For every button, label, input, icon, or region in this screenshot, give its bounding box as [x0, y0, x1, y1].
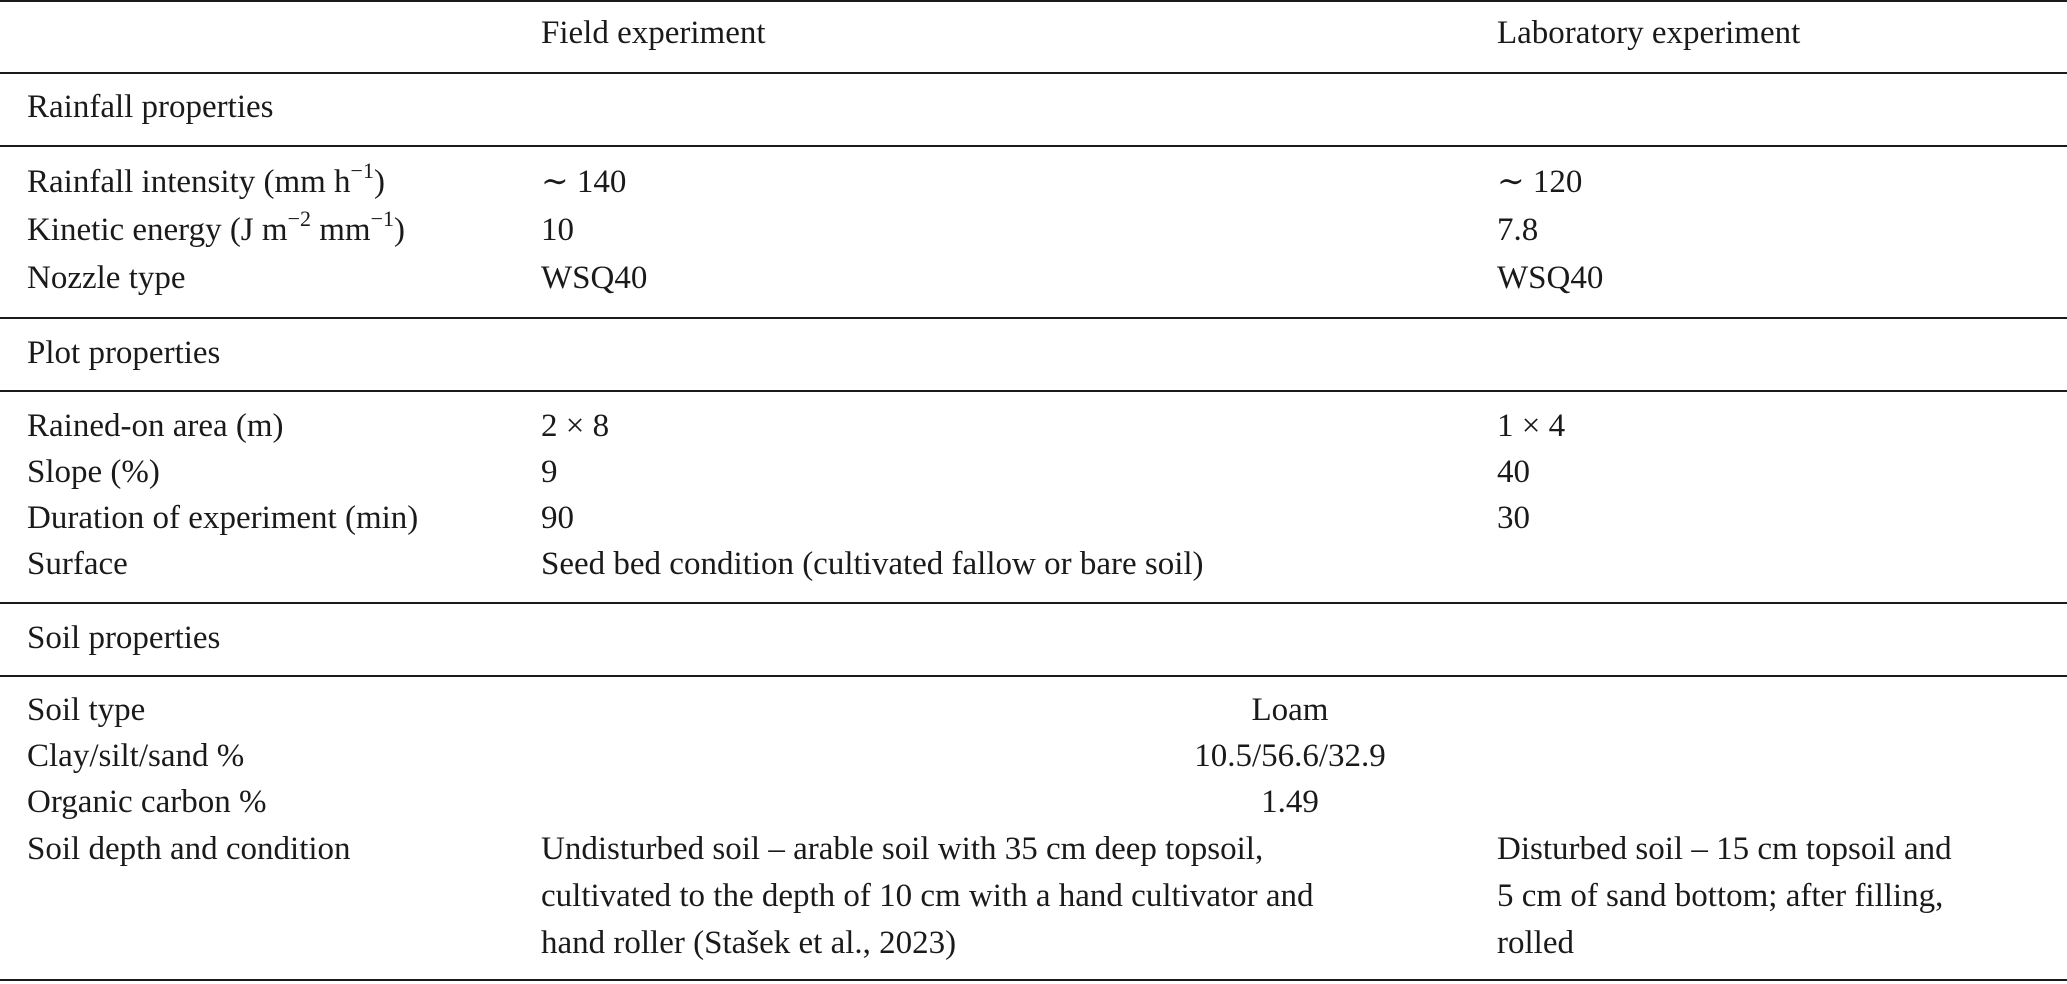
field-soil-depth-line-3: hand roller (Stašek et al., 2023): [541, 925, 957, 961]
field-rainfall-intensity: ∼ 140: [541, 164, 627, 200]
section-title-rainfall: Rainfall properties: [27, 89, 274, 125]
row-label-rained-on-area: Rained-on area (m): [27, 408, 284, 444]
row-label-kinetic-energy: Kinetic energy (J $m^{-2}$ $mm^{-1}$): [27, 206, 406, 248]
field-duration: 90: [541, 500, 574, 536]
section-rule-rainfall: [0, 145, 2067, 147]
shared-organic-carbon: 1.49: [1261, 784, 1319, 820]
lab-soil-depth-line-2: 5 cm of sand bottom; after filling,: [1497, 878, 1944, 914]
row-label-surface: Surface: [27, 546, 128, 582]
field-kinetic-energy: 10: [541, 212, 574, 248]
section-title-plot: Plot properties: [27, 335, 221, 371]
row-label-clay-silt-sand: Clay/silt/sand %: [27, 738, 245, 774]
lab-soil-depth-line-3: rolled: [1497, 925, 1574, 961]
section-title-soil: Soil properties: [27, 620, 221, 656]
lab-kinetic-energy: 7.8: [1497, 212, 1539, 248]
lab-rained-on-area: 1 × 4: [1497, 408, 1566, 444]
field-surface: Seed bed condition (cultivated fallow or bare soil): [541, 546, 1204, 582]
row-label-duration: Duration of experiment (min): [27, 500, 419, 536]
row-label-nozzle-type: Nozzle type: [27, 260, 186, 296]
lab-rainfall-intensity: ∼ 120: [1497, 164, 1583, 200]
shared-soil-type: Loam: [1251, 692, 1329, 728]
section-rule-plot: [0, 390, 2067, 392]
header-rule: [0, 72, 2067, 74]
lab-soil-depth-line-1: Disturbed soil – 15 cm topsoil and: [1497, 831, 1952, 867]
row-label-soil-type: Soil type: [27, 692, 146, 728]
row-label-soil-depth: Soil depth and condition: [27, 831, 351, 867]
column-header-laboratory: Laboratory experiment: [1497, 15, 1801, 51]
section-rule-soil: [0, 675, 2067, 677]
field-slope: 9: [541, 454, 558, 490]
section-rule-soil-top: [0, 602, 2067, 604]
column-header-field: Field experiment: [541, 15, 766, 51]
lab-duration: 30: [1497, 500, 1530, 536]
lab-nozzle-type: WSQ40: [1497, 260, 1604, 296]
field-soil-depth-line-2: cultivated to the depth of 10 cm with a hand cultivator and: [541, 878, 1314, 914]
table-top-rule: [0, 0, 2067, 2]
row-label-rainfall-intensity: Rainfall intensity (mm $h^{-1}$): [27, 158, 385, 200]
section-rule-plot-top: [0, 317, 2067, 319]
field-rained-on-area: 2 × 8: [541, 408, 610, 444]
field-soil-depth-line-1: Undisturbed soil – arable soil with 35 cm deep topsoil,: [541, 831, 1264, 867]
table-bottom-rule: [0, 979, 2067, 981]
lab-slope: 40: [1497, 454, 1530, 490]
row-label-organic-carbon: Organic carbon %: [27, 784, 267, 820]
shared-clay-silt-sand: 10.5/56.6/32.9: [1194, 738, 1386, 774]
field-nozzle-type: WSQ40: [541, 260, 648, 296]
row-label-slope: Slope (%): [27, 454, 160, 490]
